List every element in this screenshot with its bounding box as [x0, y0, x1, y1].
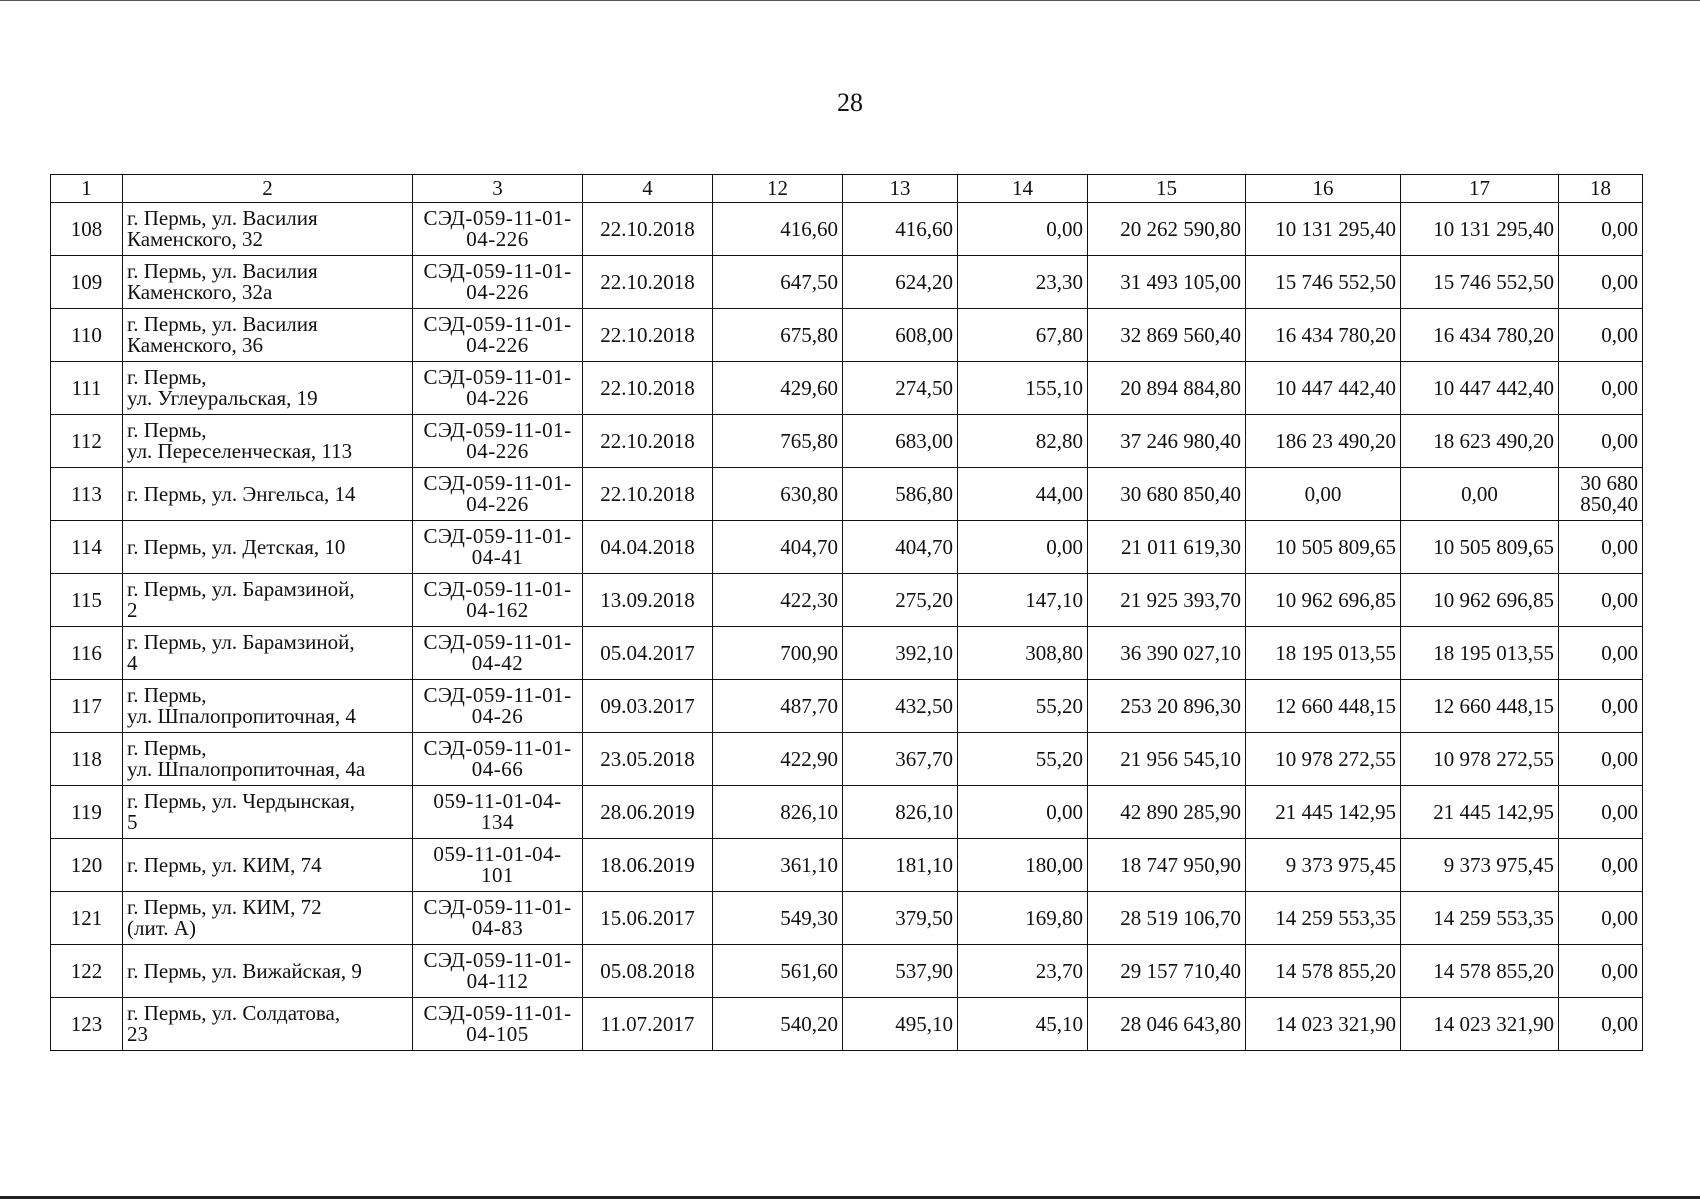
amount-cell-17: 10 962 696,85 — [1401, 574, 1559, 627]
column-header: 18 — [1559, 175, 1643, 203]
address-line: 4 — [127, 651, 138, 675]
address-line: ул. Шпалопропиточная, 4а — [127, 757, 366, 781]
value-cell-13: 826,10 — [843, 786, 958, 839]
date-cell: 22.10.2018 — [583, 256, 713, 309]
table-row — [51, 256, 1643, 309]
address-line: г. Пермь, ул. Энгельса, 14 — [127, 481, 356, 506]
address-line: г. Пермь, — [127, 736, 207, 760]
page-number: 28 — [837, 88, 863, 117]
address-line: ул. Углеуральская, 19 — [127, 386, 318, 410]
document-number-cell: СЭД-059-11-01-04-226 — [413, 256, 583, 309]
address-line: (лит. А) — [127, 916, 196, 940]
amount-cell-17: 18 623 490,20 — [1401, 415, 1559, 468]
amount-cell-18: 0,00 — [1559, 362, 1643, 415]
amount-cell-16: 10 131 295,40 — [1246, 203, 1401, 256]
value-cell-13: 624,20 — [843, 256, 958, 309]
address-cell — [123, 839, 413, 892]
date-cell: 28.06.2019 — [583, 786, 713, 839]
amount-cell-17: 18 195 013,55 — [1401, 627, 1559, 680]
amount-cell-16: 10 978 272,55 — [1246, 733, 1401, 786]
value-cell-14: 308,80 — [958, 627, 1088, 680]
value-cell-14: 23,70 — [958, 945, 1088, 998]
value-cell-14: 55,20 — [958, 680, 1088, 733]
amount-cell-18: 0,00 — [1559, 839, 1643, 892]
value-cell-13: 275,20 — [843, 574, 958, 627]
address-line: Каменского, 32а — [127, 280, 273, 304]
amount-cell-18: 0,00 — [1559, 680, 1643, 733]
value-cell-12: 549,30 — [713, 892, 843, 945]
document-number-cell: СЭД-059-11-01-04-66 — [413, 733, 583, 786]
row-number-cell: 109 — [51, 256, 123, 309]
amount-cell-17: 10 505 809,65 — [1401, 521, 1559, 574]
row-number-cell: 119 — [51, 786, 123, 839]
document-number-cell: СЭД-059-11-01-04-226 — [413, 468, 583, 521]
table-row — [51, 945, 1643, 998]
address-line: г. Пермь, ул. Вижайская, 9 — [127, 958, 362, 983]
amount-cell-16: 16 434 780,20 — [1246, 309, 1401, 362]
address-cell — [123, 945, 413, 998]
address-line: г. Пермь, ул. Василия — [127, 206, 318, 230]
date-cell: 22.10.2018 — [583, 415, 713, 468]
document-number-cell: СЭД-059-11-01-04-26 — [413, 680, 583, 733]
address-cell — [123, 203, 413, 256]
address-line: ул. Шпалопропиточная, 4 — [127, 704, 356, 728]
address-line: г. Пермь, — [127, 365, 207, 389]
document-number-cell: СЭД-059-11-01-04-226 — [413, 203, 583, 256]
amount-cell-15: 42 890 285,90 — [1088, 786, 1246, 839]
row-number-cell: 122 — [51, 945, 123, 998]
value-cell-12: 422,90 — [713, 733, 843, 786]
amount-cell-15: 36 390 027,10 — [1088, 627, 1246, 680]
address-line: Каменского, 32 — [127, 227, 263, 251]
date-cell: 23.05.2018 — [583, 733, 713, 786]
table-row — [51, 309, 1643, 362]
amount-cell-18: 0,00 — [1559, 574, 1643, 627]
value-cell-14: 44,00 — [958, 468, 1088, 521]
amount-cell-15: 30 680 850,40 — [1088, 468, 1246, 521]
row-number-cell: 121 — [51, 892, 123, 945]
document-number-cell: СЭД-059-11-01-04-226 — [413, 309, 583, 362]
value-cell-14: 0,00 — [958, 786, 1088, 839]
amount-cell-16: 12 660 448,15 — [1246, 680, 1401, 733]
row-number-cell: 113 — [51, 468, 123, 521]
address-line: г. Пермь, — [127, 418, 207, 442]
value-cell-14: 45,10 — [958, 998, 1088, 1051]
column-header: 2 — [123, 175, 413, 203]
amount-cell-17: 21 445 142,95 — [1401, 786, 1559, 839]
value-cell-14: 147,10 — [958, 574, 1088, 627]
column-header: 4 — [583, 175, 713, 203]
document-number-cell: 059-11-01-04-101 — [413, 839, 583, 892]
value-cell-13: 495,10 — [843, 998, 958, 1051]
date-cell: 04.04.2018 — [583, 521, 713, 574]
amount-cell-16: 14 259 553,35 — [1246, 892, 1401, 945]
address-line: г. Пермь, ул. Барамзиной, — [127, 577, 355, 601]
amount-cell-16: 14 023 321,90 — [1246, 998, 1401, 1051]
document-number-cell: СЭД-059-11-01-04-42 — [413, 627, 583, 680]
value-cell-14: 0,00 — [958, 203, 1088, 256]
date-cell: 22.10.2018 — [583, 468, 713, 521]
value-cell-14: 0,00 — [958, 521, 1088, 574]
table-row — [51, 998, 1643, 1051]
amount-cell-18: 0,00 — [1559, 415, 1643, 468]
value-cell-13: 404,70 — [843, 521, 958, 574]
amount-cell-15: 28 519 106,70 — [1088, 892, 1246, 945]
date-cell: 18.06.2019 — [583, 839, 713, 892]
document-number-cell: СЭД-059-11-01-04-112 — [413, 945, 583, 998]
table-row — [51, 521, 1643, 574]
address-line: 5 — [127, 810, 138, 834]
value-cell-12: 630,80 — [713, 468, 843, 521]
value-cell-14: 180,00 — [958, 839, 1088, 892]
value-cell-12: 404,70 — [713, 521, 843, 574]
address-cell — [123, 574, 413, 627]
value-cell-13: 392,10 — [843, 627, 958, 680]
amount-cell-17: 16 434 780,20 — [1401, 309, 1559, 362]
table-row — [51, 733, 1643, 786]
amount-cell-16: 15 746 552,50 — [1246, 256, 1401, 309]
column-header: 13 — [843, 175, 958, 203]
date-cell: 05.08.2018 — [583, 945, 713, 998]
value-cell-12: 675,80 — [713, 309, 843, 362]
column-header: 3 — [413, 175, 583, 203]
amount-cell-15: 32 869 560,40 — [1088, 309, 1246, 362]
document-number-cell: СЭД-059-11-01-04-226 — [413, 415, 583, 468]
amount-cell-15: 28 046 643,80 — [1088, 998, 1246, 1051]
amount-cell-16: 0,00 — [1246, 468, 1401, 521]
value-cell-13: 416,60 — [843, 203, 958, 256]
data-table — [50, 174, 1643, 1051]
amount-cell-17: 12 660 448,15 — [1401, 680, 1559, 733]
amount-cell-16: 10 962 696,85 — [1246, 574, 1401, 627]
amount-cell-16: 10 447 442,40 — [1246, 362, 1401, 415]
value-cell-12: 647,50 — [713, 256, 843, 309]
column-header: 17 — [1401, 175, 1559, 203]
address-line: г. Пермь, ул. КИМ, 74 — [127, 852, 322, 877]
column-header: 15 — [1088, 175, 1246, 203]
value-cell-12: 487,70 — [713, 680, 843, 733]
value-cell-13: 379,50 — [843, 892, 958, 945]
address-line: Каменского, 36 — [127, 333, 263, 357]
amount-cell-18: 0,00 — [1559, 945, 1643, 998]
amount-cell-15: 20 894 884,80 — [1088, 362, 1246, 415]
document-number-cell: СЭД-059-11-01-04-162 — [413, 574, 583, 627]
address-line: г. Пермь, ул. Василия — [127, 259, 318, 283]
address-line: г. Пермь, ул. Детская, 10 — [127, 534, 346, 559]
amount-cell-18: 0,00 — [1559, 203, 1643, 256]
value-cell-12: 540,20 — [713, 998, 843, 1051]
address-cell — [123, 733, 413, 786]
value-cell-12: 422,30 — [713, 574, 843, 627]
amount-cell-15: 253 20 896,30 — [1088, 680, 1246, 733]
amount-cell-16: 18 195 013,55 — [1246, 627, 1401, 680]
document-number-cell: СЭД-059-11-01-04-83 — [413, 892, 583, 945]
amount-cell-15: 37 246 980,40 — [1088, 415, 1246, 468]
amount-cell-17: 0,00 — [1401, 468, 1559, 521]
table-row — [51, 680, 1643, 733]
column-header: 12 — [713, 175, 843, 203]
value-cell-13: 274,50 — [843, 362, 958, 415]
value-cell-12: 561,60 — [713, 945, 843, 998]
amount-cell-17: 14 023 321,90 — [1401, 998, 1559, 1051]
address-cell — [123, 415, 413, 468]
address-cell — [123, 998, 413, 1051]
address-cell — [123, 680, 413, 733]
amount-cell-16: 9 373 975,45 — [1246, 839, 1401, 892]
address-cell — [123, 892, 413, 945]
value-cell-14: 23,30 — [958, 256, 1088, 309]
amount-cell-15: 29 157 710,40 — [1088, 945, 1246, 998]
value-cell-13: 367,70 — [843, 733, 958, 786]
row-number-cell: 120 — [51, 839, 123, 892]
amount-cell-18: 0,00 — [1559, 521, 1643, 574]
value-cell-13: 608,00 — [843, 309, 958, 362]
date-cell: 05.04.2017 — [583, 627, 713, 680]
table-row — [51, 468, 1643, 521]
date-cell: 11.07.2017 — [583, 998, 713, 1051]
address-cell — [123, 521, 413, 574]
table-header-row — [51, 175, 1643, 203]
amount-cell-15: 31 493 105,00 — [1088, 256, 1246, 309]
table-body — [51, 203, 1643, 1051]
amount-cell-16: 10 505 809,65 — [1246, 521, 1401, 574]
amount-cell-18: 0,00 — [1559, 256, 1643, 309]
address-line: г. Пермь, ул. Солдатова, — [127, 1001, 341, 1025]
value-cell-12: 700,90 — [713, 627, 843, 680]
amount-cell-18: 30 680 850,40 — [1559, 468, 1643, 521]
scan-edge-bottom — [0, 1196, 1700, 1199]
value-cell-14: 155,10 — [958, 362, 1088, 415]
amount-cell-15: 20 262 590,80 — [1088, 203, 1246, 256]
address-cell — [123, 362, 413, 415]
address-cell — [123, 627, 413, 680]
scan-edge-top — [0, 0, 1700, 1]
amount-cell-17: 9 373 975,45 — [1401, 839, 1559, 892]
table-row — [51, 892, 1643, 945]
amount-cell-15: 21 011 619,30 — [1088, 521, 1246, 574]
table-row — [51, 574, 1643, 627]
amount-cell-18: 0,00 — [1559, 998, 1643, 1051]
value-cell-14: 169,80 — [958, 892, 1088, 945]
column-header: 16 — [1246, 175, 1401, 203]
address-cell — [123, 786, 413, 839]
table-row — [51, 362, 1643, 415]
address-cell — [123, 309, 413, 362]
value-cell-13: 537,90 — [843, 945, 958, 998]
row-number-cell: 118 — [51, 733, 123, 786]
column-header: 14 — [958, 175, 1088, 203]
value-cell-13: 586,80 — [843, 468, 958, 521]
amount-cell-17: 15 746 552,50 — [1401, 256, 1559, 309]
date-cell: 22.10.2018 — [583, 362, 713, 415]
amount-cell-17: 10 131 295,40 — [1401, 203, 1559, 256]
address-line: г. Пермь, ул. Чердынская, — [127, 789, 355, 813]
amount-cell-15: 18 747 950,90 — [1088, 839, 1246, 892]
value-cell-12: 416,60 — [713, 203, 843, 256]
document-number-cell: 059-11-01-04-134 — [413, 786, 583, 839]
table-row — [51, 786, 1643, 839]
document-number-cell: СЭД-059-11-01-04-226 — [413, 362, 583, 415]
amount-cell-18: 0,00 — [1559, 892, 1643, 945]
address-line: 2 — [127, 598, 138, 622]
row-number-cell: 117 — [51, 680, 123, 733]
row-number-cell: 115 — [51, 574, 123, 627]
amount-cell-17: 10 978 272,55 — [1401, 733, 1559, 786]
value-cell-13: 683,00 — [843, 415, 958, 468]
address-line: г. Пермь, ул. Барамзиной, — [127, 630, 355, 654]
date-cell: 22.10.2018 — [583, 309, 713, 362]
address-cell — [123, 468, 413, 521]
value-cell-13: 432,50 — [843, 680, 958, 733]
value-cell-14: 67,80 — [958, 309, 1088, 362]
row-number-cell: 123 — [51, 998, 123, 1051]
amount-cell-17: 14 259 553,35 — [1401, 892, 1559, 945]
row-number-cell: 114 — [51, 521, 123, 574]
amount-cell-15: 21 925 393,70 — [1088, 574, 1246, 627]
row-number-cell: 112 — [51, 415, 123, 468]
address-line: г. Пермь, ул. Василия — [127, 312, 318, 336]
date-cell: 22.10.2018 — [583, 203, 713, 256]
row-number-cell: 116 — [51, 627, 123, 680]
address-cell — [123, 256, 413, 309]
value-cell-14: 55,20 — [958, 733, 1088, 786]
document-number-cell: СЭД-059-11-01-04-105 — [413, 998, 583, 1051]
value-cell-12: 429,60 — [713, 362, 843, 415]
table-row — [51, 203, 1643, 256]
row-number-cell: 108 — [51, 203, 123, 256]
amount-cell-18: 0,00 — [1559, 733, 1643, 786]
value-cell-12: 826,10 — [713, 786, 843, 839]
amount-cell-17: 14 578 855,20 — [1401, 945, 1559, 998]
document-number-cell: СЭД-059-11-01-04-41 — [413, 521, 583, 574]
table-row — [51, 627, 1643, 680]
amount-cell-15: 21 956 545,10 — [1088, 733, 1246, 786]
amount-cell-17: 10 447 442,40 — [1401, 362, 1559, 415]
address-line: г. Пермь, — [127, 683, 207, 707]
date-cell: 09.03.2017 — [583, 680, 713, 733]
amount-cell-16: 21 445 142,95 — [1246, 786, 1401, 839]
row-number-cell: 110 — [51, 309, 123, 362]
value-cell-13: 181,10 — [843, 839, 958, 892]
value-cell-12: 361,10 — [713, 839, 843, 892]
column-header: 1 — [51, 175, 123, 203]
table-row — [51, 415, 1643, 468]
amount-cell-18: 0,00 — [1559, 627, 1643, 680]
date-cell: 13.09.2018 — [583, 574, 713, 627]
amount-cell-18: 0,00 — [1559, 786, 1643, 839]
amount-cell-16: 186 23 490,20 — [1246, 415, 1401, 468]
value-cell-14: 82,80 — [958, 415, 1088, 468]
table-row — [51, 839, 1643, 892]
address-line: г. Пермь, ул. КИМ, 72 — [127, 895, 322, 919]
value-cell-12: 765,80 — [713, 415, 843, 468]
amount-cell-16: 14 578 855,20 — [1246, 945, 1401, 998]
amount-cell-18: 0,00 — [1559, 309, 1643, 362]
address-line: 23 — [127, 1022, 148, 1046]
row-number-cell: 111 — [51, 362, 123, 415]
address-line: ул. Переселенческая, 113 — [127, 439, 353, 463]
date-cell: 15.06.2017 — [583, 892, 713, 945]
